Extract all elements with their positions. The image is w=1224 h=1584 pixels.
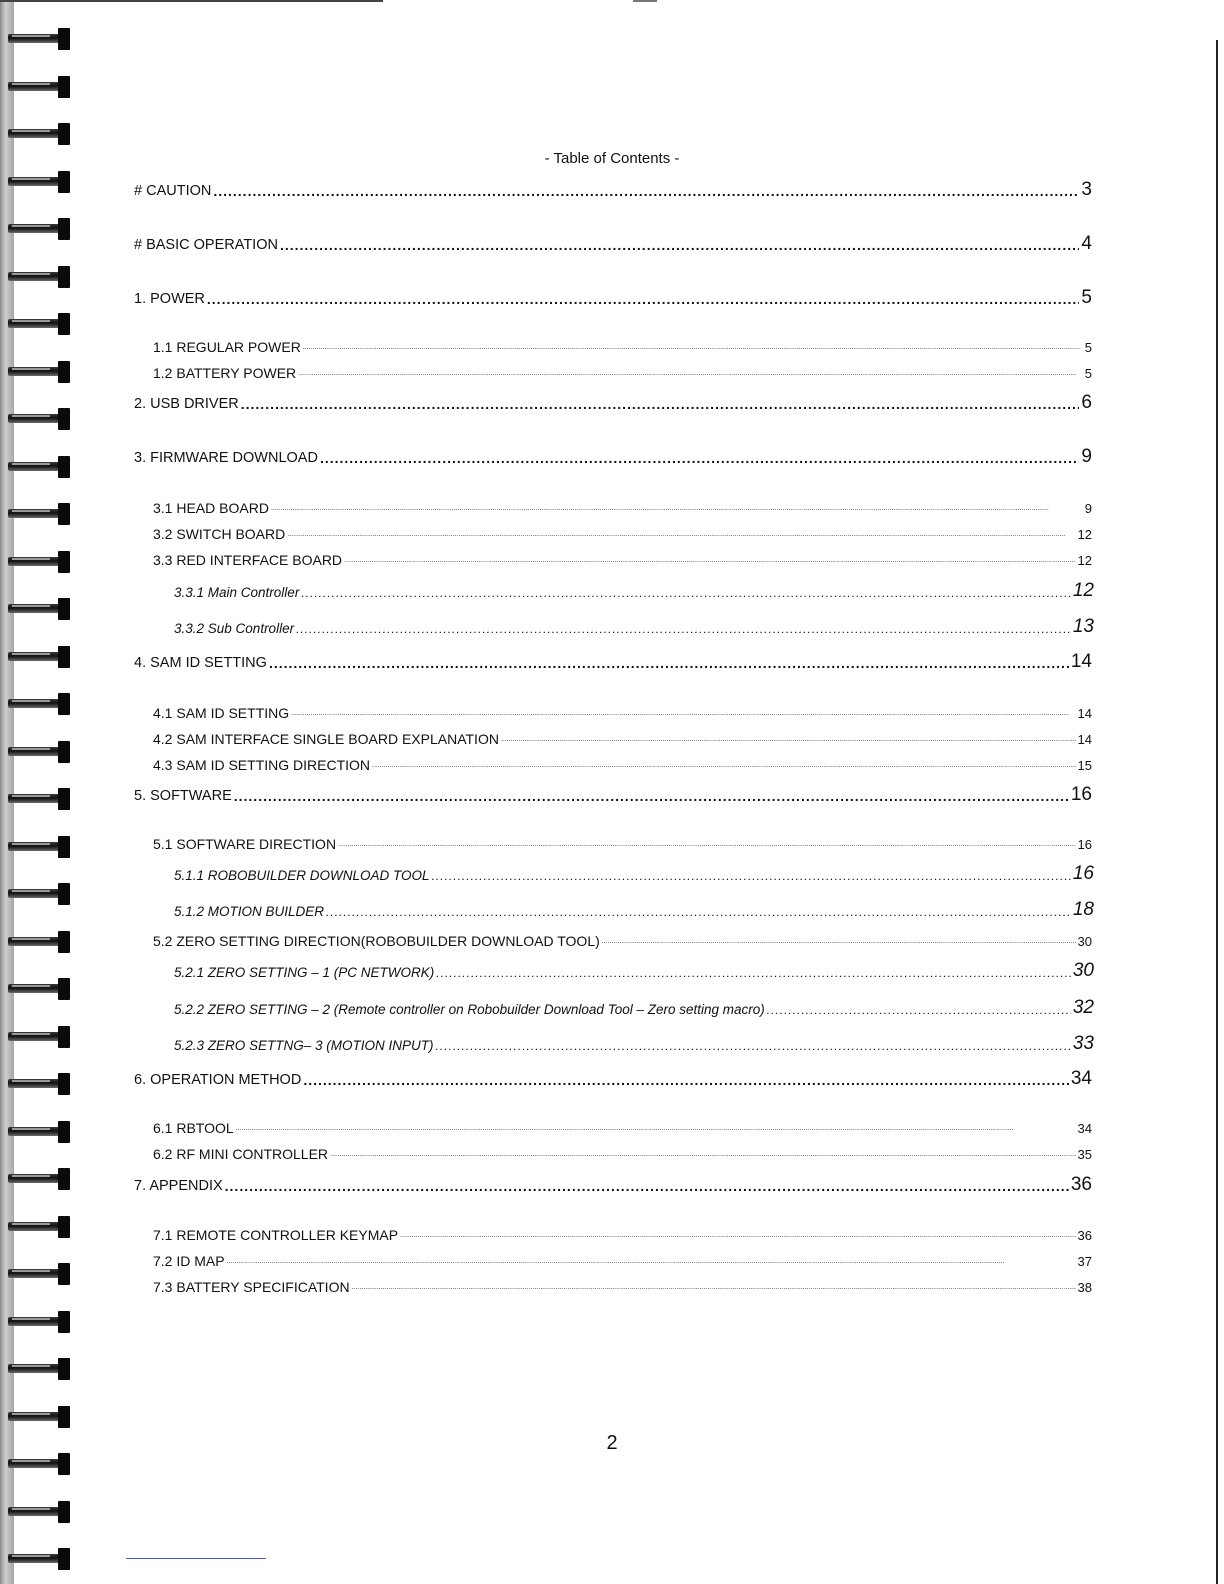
toc-entry-page: 36 — [1077, 1228, 1092, 1243]
toc-entry-page: 14 — [1077, 732, 1092, 747]
toc-leader — [296, 622, 1071, 636]
binding-coil — [8, 28, 70, 50]
page-number: 2 — [606, 1432, 618, 1454]
toc-entry-label: # BASIC OPERATION — [134, 237, 278, 253]
binding-coil — [8, 408, 70, 430]
toc-entry-sam-id-direction[interactable] — [153, 757, 1092, 773]
toc-entry-sub-controller[interactable] — [174, 617, 1094, 636]
toc-leader — [303, 341, 1083, 355]
toc-entry-label: 7.1 REMOTE CONTROLLER KEYMAP — [153, 1227, 399, 1243]
binding-coil — [8, 266, 70, 288]
toc-entry-label: 3.3 RED INTERFACE BOARD — [153, 552, 343, 568]
toc-entry-label: 2. USB DRIVER — [134, 396, 239, 412]
toc-entry-zero-setting-1[interactable] — [174, 961, 1094, 980]
binding-coil — [8, 1168, 70, 1190]
toc-leader — [372, 759, 1076, 773]
toc-entry-motion-builder[interactable] — [174, 900, 1094, 919]
toc-leader — [287, 528, 1075, 542]
toc-leader — [501, 733, 1076, 747]
toc-entry-regular-power[interactable] — [153, 339, 1092, 355]
binding-coil — [8, 646, 70, 668]
toc-entry-label: 4.1 SAM ID SETTING — [153, 705, 290, 721]
toc-entry-label: 6.2 RF MINI CONTROLLER — [153, 1146, 329, 1162]
toc-entry-page: 5 — [1084, 366, 1092, 381]
toc-entry-label: 7.2 ID MAP — [153, 1253, 225, 1269]
toc-leader — [225, 1178, 1069, 1194]
binding-coil — [8, 1453, 70, 1475]
toc-entry-page: 13 — [1072, 616, 1094, 637]
toc-entry-battery-specification[interactable] — [153, 1279, 1092, 1295]
toc-entry-page: 34 — [1070, 1068, 1092, 1089]
toc-entry-label: 6. OPERATION METHOD — [134, 1072, 302, 1088]
toc-entry-firmware-download[interactable] — [134, 447, 1092, 466]
toc-entry-page: 36 — [1070, 1174, 1092, 1195]
binding-coil — [8, 1548, 70, 1570]
toc-entry-switch-board[interactable] — [153, 526, 1092, 542]
page-right-edge — [1216, 40, 1218, 1584]
binding-coil — [8, 836, 70, 858]
toc-entry-red-interface-board[interactable] — [153, 552, 1092, 568]
toc-entry-page: 30 — [1077, 934, 1092, 949]
toc-entry-page: 14 — [1077, 706, 1092, 721]
binding-coil — [8, 788, 70, 810]
toc-entry-caution[interactable] — [134, 180, 1092, 199]
toc-entry-label: 3.1 HEAD BOARD — [153, 500, 269, 516]
binding-coil — [8, 123, 70, 145]
toc-leader — [227, 1255, 1076, 1269]
toc-leader — [241, 396, 1080, 412]
toc-entry-label: 5. SOFTWARE — [134, 788, 232, 804]
toc-entry-label: 5.1.1 ROBOBUILDER DOWNLOAD TOOL — [174, 868, 430, 883]
binding-coil — [8, 931, 70, 953]
toc-entry-rf-mini-controller[interactable] — [153, 1146, 1092, 1162]
toc-leader — [271, 502, 1083, 516]
toc-leader — [432, 869, 1071, 883]
toc-entry-label: 6.1 RBTOOL — [153, 1120, 234, 1136]
toc-entry-page: 5 — [1084, 340, 1092, 355]
toc-entry-label: 5.2.2 ZERO SETTING – 2 (Remote controller on Robobuilder Download Tool – Zero setting macro) — [174, 1002, 765, 1017]
toc-entry-page: 12 — [1072, 580, 1094, 601]
toc-leader — [602, 935, 1076, 949]
toc-entry-page: 30 — [1072, 960, 1094, 981]
toc-leader — [207, 291, 1080, 307]
binding-coil — [8, 1216, 70, 1238]
toc-entry-page: 16 — [1072, 863, 1094, 884]
binding-coil — [8, 313, 70, 335]
toc-entry-page: 34 — [1077, 1121, 1092, 1136]
toc-entry-label: 1.1 REGULAR POWER — [153, 339, 301, 355]
toc-entry-page: 35 — [1077, 1147, 1092, 1162]
toc-leader — [352, 1281, 1076, 1295]
binding-coil — [8, 598, 70, 620]
toc-entry-page: 9 — [1081, 446, 1092, 467]
toc-entry-page: 9 — [1084, 501, 1092, 516]
toc-leader — [301, 586, 1071, 600]
binding-coil — [8, 1121, 70, 1143]
toc-entry-id-map[interactable] — [153, 1253, 1092, 1269]
toc-entry-sam-interface-board[interactable] — [153, 731, 1092, 747]
toc-entry-page: 4 — [1081, 233, 1092, 254]
toc-entry-operation-method[interactable] — [134, 1069, 1092, 1088]
binding-coil — [8, 503, 70, 525]
toc-entry-page: 18 — [1072, 899, 1094, 920]
toc-leader — [436, 966, 1071, 980]
toc-entry-label: 7.3 BATTERY SPECIFICATION — [153, 1279, 350, 1295]
toc-leader — [269, 655, 1069, 671]
toc-entry-page: 33 — [1072, 1033, 1094, 1054]
toc-entry-label: 1. POWER — [134, 291, 205, 307]
toc-entry-label: 5.2 ZERO SETTING DIRECTION(ROBOBUILDER DOWNLOAD TOOL) — [153, 933, 600, 949]
toc-leader — [330, 1148, 1076, 1162]
binding-coil — [8, 76, 70, 98]
toc-leader — [236, 1122, 1076, 1136]
toc-entry-label: 5.2.1 ZERO SETTING – 1 (PC NETWORK) — [174, 965, 435, 980]
toc-entry-rbtool[interactable] — [153, 1120, 1092, 1136]
toc-entry-sam-id-setting[interactable] — [134, 652, 1092, 671]
toc-entry-label: 3. FIRMWARE DOWNLOAD — [134, 450, 318, 466]
toc-entry-label: 3.3.2 Sub Controller — [174, 621, 295, 636]
binding-coil — [8, 171, 70, 193]
toc-leader — [767, 1003, 1071, 1017]
toc-entry-label: 4.2 SAM INTERFACE SINGLE BOARD EXPLANATION — [153, 731, 499, 747]
toc-entry-page: 16 — [1077, 837, 1092, 852]
binding-coil — [8, 1501, 70, 1523]
toc-leader — [344, 554, 1075, 568]
toc-leader — [298, 367, 1083, 381]
toc-leader — [326, 905, 1071, 919]
toc-entry-page: 6 — [1081, 392, 1092, 413]
toc-entry-power[interactable] — [134, 288, 1092, 307]
toc-leader — [320, 450, 1079, 466]
toc-entry-zero-setting-3[interactable] — [174, 1034, 1094, 1053]
toc-leader — [234, 788, 1069, 804]
toc-entry-label: 4.3 SAM ID SETTING DIRECTION — [153, 757, 371, 773]
binding-coil — [8, 456, 70, 478]
binding-coil — [8, 978, 70, 1000]
toc-entry-zero-setting-2[interactable] — [174, 998, 1094, 1017]
toc-entry-robobuilder-download-tool[interactable] — [174, 864, 1094, 883]
toc-entry-page: 16 — [1070, 784, 1092, 805]
binding-coil — [8, 741, 70, 763]
toc-entry-sam-id-setting-sub[interactable] — [153, 705, 1092, 721]
toc-entry-page: 5 — [1081, 287, 1092, 308]
toc-leader — [338, 838, 1075, 852]
toc-entry-head-board[interactable] — [153, 500, 1092, 516]
binding-coil — [8, 1263, 70, 1285]
binding-coil — [8, 1073, 70, 1095]
toc-entry-battery-power[interactable] — [153, 365, 1092, 381]
toc-entry-label: # CAUTION — [134, 183, 212, 199]
spiral-binding — [0, 0, 78, 1584]
top-rule — [0, 0, 383, 2]
toc-entry-page: 12 — [1077, 553, 1092, 568]
binding-coil — [8, 883, 70, 905]
toc-entry-page: 37 — [1077, 1254, 1092, 1269]
toc-entry-software-direction[interactable] — [153, 836, 1092, 852]
toc-entry-page: 32 — [1072, 997, 1094, 1018]
binding-coil — [8, 1358, 70, 1380]
toc-entry-label: 1.2 BATTERY POWER — [153, 365, 297, 381]
binding-coil — [8, 1026, 70, 1048]
toc-entry-label: 5.1 SOFTWARE DIRECTION — [153, 836, 337, 852]
toc-leader — [213, 183, 1079, 199]
toc-entry-label: 7. APPENDIX — [134, 1178, 223, 1194]
toc-entry-label: 5.1.2 MOTION BUILDER — [174, 904, 325, 919]
toc-entry-page: 12 — [1077, 527, 1092, 542]
binding-coil — [8, 1406, 70, 1428]
binding-coil — [8, 551, 70, 573]
binding-coil — [8, 693, 70, 715]
toc-entry-label: 4. SAM ID SETTING — [134, 655, 267, 671]
toc-leader — [400, 1229, 1075, 1243]
toc-entry-page: 14 — [1070, 651, 1092, 672]
binding-coil — [8, 1311, 70, 1333]
toc-entry-appendix[interactable] — [134, 1175, 1092, 1194]
binding-coil — [8, 361, 70, 383]
toc-leader — [291, 707, 1075, 721]
toc-title: - Table of Contents - — [544, 150, 680, 167]
binding-coil — [8, 218, 70, 240]
toc-entry-label: 3.2 SWITCH BOARD — [153, 526, 286, 542]
toc-entry-page: 38 — [1077, 1280, 1092, 1295]
toc-entry-usb-driver[interactable] — [134, 393, 1092, 412]
toc-entry-zero-setting-direction[interactable] — [153, 933, 1092, 949]
top-mark — [633, 0, 657, 2]
bottom-link-underline — [126, 1558, 266, 1559]
toc-entry-basic-operation[interactable] — [134, 234, 1092, 253]
toc-leader — [280, 237, 1079, 253]
toc-entry-page: 3 — [1081, 179, 1092, 200]
toc-leader — [436, 1039, 1071, 1053]
toc-entry-main-controller[interactable] — [174, 581, 1094, 600]
toc-entry-label: 5.2.3 ZERO SETTNG– 3 (MOTION INPUT) — [174, 1038, 434, 1053]
toc-entry-label: 3.3.1 Main Controller — [174, 585, 300, 600]
toc-entry-software[interactable] — [134, 785, 1092, 804]
toc-leader — [303, 1072, 1069, 1088]
toc-entry-remote-controller-keymap[interactable] — [153, 1227, 1092, 1243]
toc-entry-page: 15 — [1077, 758, 1092, 773]
